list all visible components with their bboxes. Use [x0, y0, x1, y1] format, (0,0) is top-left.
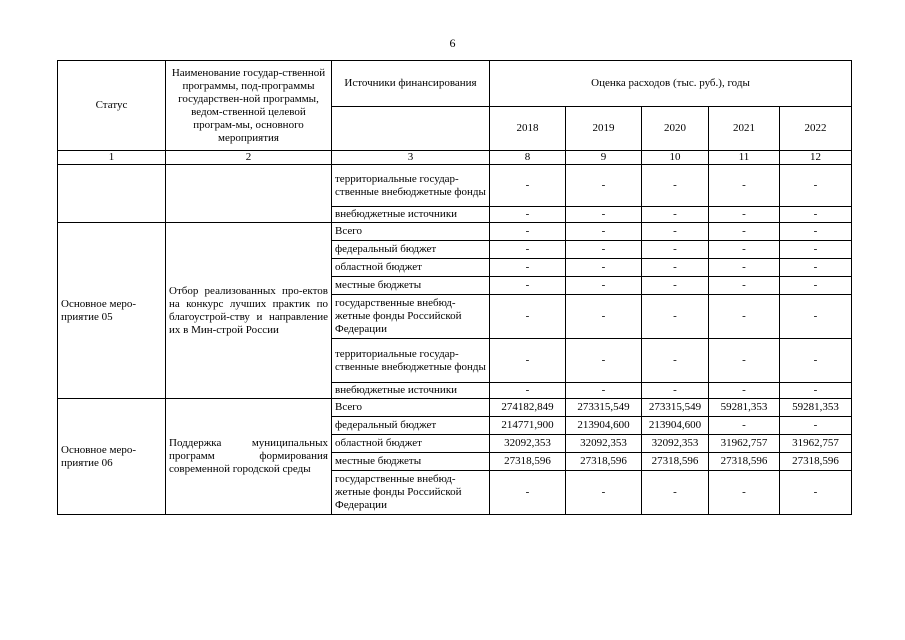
- value-cell: -: [709, 339, 780, 383]
- col-number: 1: [58, 151, 166, 165]
- col-number: 11: [709, 151, 780, 165]
- source-cell: территориальные государ-ственные внебюджетные фонды: [332, 339, 490, 383]
- value-cell: -: [642, 165, 709, 207]
- name-cell-empty: [166, 165, 332, 223]
- value-cell: -: [566, 259, 642, 277]
- value-cell: -: [780, 259, 852, 277]
- value-cell: -: [780, 277, 852, 295]
- value-cell: -: [780, 207, 852, 223]
- value-cell: -: [566, 207, 642, 223]
- col-number: 9: [566, 151, 642, 165]
- name-cell: Отбор реализованных про-ектов на конкурс лучших практик по благоустрой-ству и направление их в Мин-строй России: [166, 223, 332, 399]
- expenditure-table: [57, 60, 852, 515]
- value-cell: -: [490, 339, 566, 383]
- value-cell: 31962,757: [780, 435, 852, 453]
- value-cell: -: [709, 207, 780, 223]
- source-cell: внебюджетные источники: [332, 383, 490, 399]
- value-cell: -: [709, 295, 780, 339]
- value-cell: -: [490, 259, 566, 277]
- value-cell: -: [642, 241, 709, 259]
- value-cell: 32092,353: [642, 435, 709, 453]
- value-cell: -: [566, 295, 642, 339]
- value-cell: -: [490, 471, 566, 515]
- col-number: 10: [642, 151, 709, 165]
- source-cell: местные бюджеты: [332, 277, 490, 295]
- value-cell: -: [780, 295, 852, 339]
- value-cell: -: [566, 471, 642, 515]
- value-cell: 59281,353: [780, 399, 852, 417]
- value-cell: 27318,596: [709, 453, 780, 471]
- value-cell: -: [780, 339, 852, 383]
- value-cell: -: [566, 277, 642, 295]
- table-row: [58, 165, 852, 207]
- status-cell-empty: [58, 165, 166, 223]
- value-cell: -: [709, 165, 780, 207]
- value-cell: 273315,549: [566, 399, 642, 417]
- header-status: Статус: [58, 61, 166, 151]
- value-cell: -: [642, 277, 709, 295]
- value-cell: 27318,596: [490, 453, 566, 471]
- value-cell: -: [642, 223, 709, 241]
- value-cell: 214771,900: [490, 417, 566, 435]
- status-cell: Основное меро-приятие 06: [58, 399, 166, 515]
- value-cell: -: [566, 165, 642, 207]
- value-cell: -: [490, 295, 566, 339]
- value-cell: -: [566, 241, 642, 259]
- value-cell: -: [490, 277, 566, 295]
- col-number: 8: [490, 151, 566, 165]
- header-sources: Источники финансирования: [332, 61, 490, 107]
- source-cell: федеральный бюджет: [332, 241, 490, 259]
- value-cell: 27318,596: [642, 453, 709, 471]
- header-estimate: Оценка расходов (тыс. руб.), годы: [490, 61, 852, 107]
- source-cell: Всего: [332, 399, 490, 417]
- value-cell: 31962,757: [709, 435, 780, 453]
- value-cell: -: [709, 259, 780, 277]
- value-cell: -: [780, 471, 852, 515]
- value-cell: 32092,353: [490, 435, 566, 453]
- value-cell: -: [642, 207, 709, 223]
- page-number: 6: [449, 36, 456, 50]
- value-cell: -: [566, 383, 642, 399]
- col-number: 12: [780, 151, 852, 165]
- value-cell: -: [780, 165, 852, 207]
- source-cell: государственные внебюд-жетные фонды Российской Федерации: [332, 471, 490, 515]
- header-year: 2021: [709, 107, 780, 151]
- value-cell: 213904,600: [642, 417, 709, 435]
- value-cell: 274182,849: [490, 399, 566, 417]
- source-cell: областной бюджет: [332, 435, 490, 453]
- value-cell: 59281,353: [709, 399, 780, 417]
- value-cell: -: [780, 383, 852, 399]
- value-cell: -: [490, 165, 566, 207]
- value-cell: -: [709, 223, 780, 241]
- value-cell: -: [642, 471, 709, 515]
- value-cell: -: [490, 207, 566, 223]
- value-cell: -: [709, 417, 780, 435]
- value-cell: -: [709, 241, 780, 259]
- value-cell: -: [642, 259, 709, 277]
- source-cell: государственные внебюд-жетные фонды Российской Федерации: [332, 295, 490, 339]
- col-number: 3: [332, 151, 490, 165]
- value-cell: 273315,549: [642, 399, 709, 417]
- value-cell: -: [566, 223, 642, 241]
- source-cell: федеральный бюджет: [332, 417, 490, 435]
- value-cell: 27318,596: [566, 453, 642, 471]
- table-row: [58, 223, 852, 241]
- header-name: Наименование государ-ственной программы, под-программы государствен-ной программы, ведом-ственной целевой програм-мы, основного мероприятия: [166, 61, 332, 151]
- source-cell: областной бюджет: [332, 259, 490, 277]
- header-year: 2020: [642, 107, 709, 151]
- value-cell: -: [709, 383, 780, 399]
- value-cell: -: [642, 339, 709, 383]
- value-cell: -: [780, 241, 852, 259]
- source-cell: местные бюджеты: [332, 453, 490, 471]
- status-cell: Основное меро-приятие 05: [58, 223, 166, 399]
- value-cell: -: [642, 383, 709, 399]
- value-cell: -: [490, 223, 566, 241]
- value-cell: -: [642, 295, 709, 339]
- value-cell: 32092,353: [566, 435, 642, 453]
- name-cell: Поддержка муниципальных программ формирования современной городской среды: [166, 399, 332, 515]
- header-year: 2019: [566, 107, 642, 151]
- source-cell: внебюджетные источники: [332, 207, 490, 223]
- value-cell: -: [709, 277, 780, 295]
- source-cell: Всего: [332, 223, 490, 241]
- value-cell: -: [709, 471, 780, 515]
- header-year: 2018: [490, 107, 566, 151]
- value-cell: 27318,596: [780, 453, 852, 471]
- value-cell: -: [780, 223, 852, 241]
- value-cell: -: [490, 241, 566, 259]
- value-cell: -: [780, 417, 852, 435]
- header-sources-empty: [332, 107, 490, 151]
- value-cell: -: [566, 339, 642, 383]
- value-cell: 213904,600: [566, 417, 642, 435]
- table-row: [58, 399, 852, 417]
- source-cell: территориальные государ-ственные внебюджетные фонды: [332, 165, 490, 207]
- header-year: 2022: [780, 107, 852, 151]
- col-number: 2: [166, 151, 332, 165]
- value-cell: -: [490, 383, 566, 399]
